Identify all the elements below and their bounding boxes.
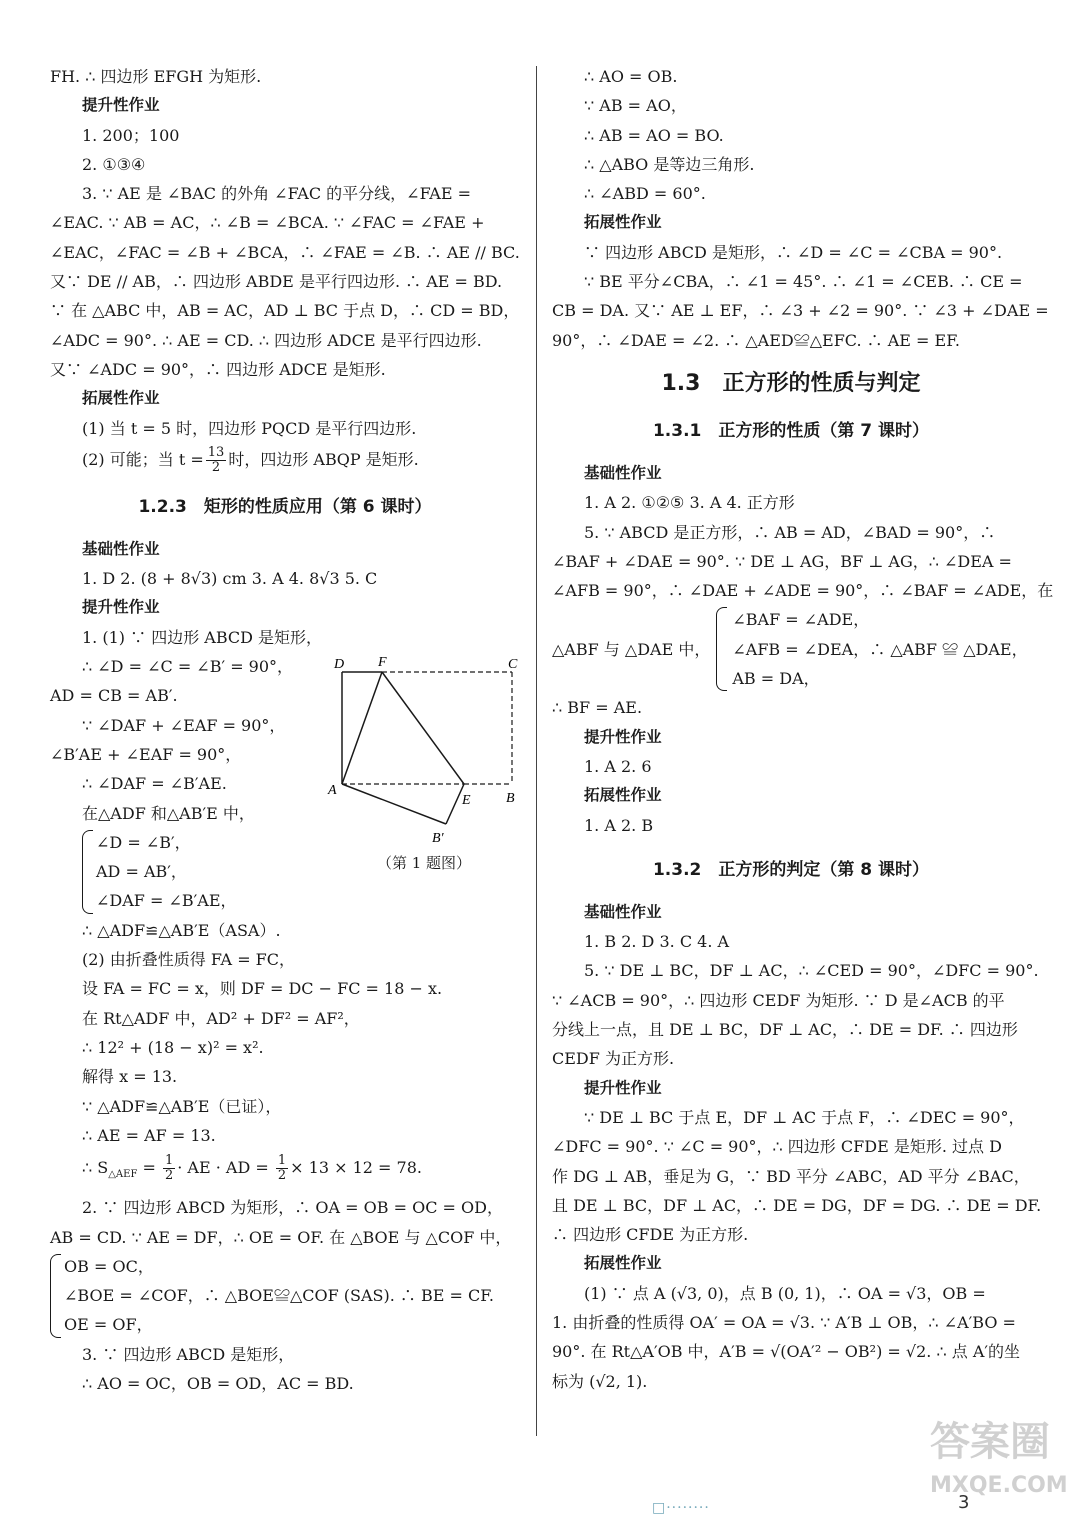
text-fragment: (2) 可能；当 t = <box>82 449 204 469</box>
text-line: 且 DE ⊥ BC，DF ⊥ AC，∴ DE = DG，DF = DG. ∴ DE = DF. <box>552 1195 1042 1215</box>
text-line: ∴ 四边形 CFDE 为正方形. <box>552 1225 749 1245</box>
fraction-numerator: 13 <box>207 444 225 460</box>
text-line: 5. ∵ ABCD 是正方形，∴ AB = AD，∠BAD = 90°，∴ <box>584 522 996 542</box>
text-line: 2. ①③④ <box>82 154 146 174</box>
subheading-jichu: 基础性作业 <box>584 902 662 921</box>
subheading-tisheng: 提升性作业 <box>82 598 160 617</box>
text-line: 又∵ ∠ADC = 90°，∴ 四边形 ADCE 是矩形. <box>50 359 386 379</box>
fraction <box>206 446 227 475</box>
brace-line: OB = OC， <box>64 1256 154 1276</box>
text-line: 又∵ DE // AB，∴ 四边形 ABDE 是平行四边形. ∴ AE = BD. <box>50 272 503 292</box>
congruence-block <box>552 605 1030 693</box>
text-line: 1. (1) ∵ 四边形 ABCD 是矩形， <box>82 627 323 647</box>
fraction <box>163 1154 175 1183</box>
text-line: ∴ ∠DAF = ∠B′AE. <box>82 774 227 794</box>
fraction-denominator: 2 <box>211 459 221 475</box>
text-line: AD = CB = AB′. <box>50 686 178 706</box>
text-line: ∴ BF = AE. <box>552 698 643 718</box>
text-line: (2) 由折叠性质得 FA = FC， <box>82 950 296 970</box>
text-line: ∠AFB = 90°，∴ ∠DAE + ∠ADE = 90°，∴ ∠BAF = ∠ADE，在 <box>552 581 1054 601</box>
fraction-numerator: 1 <box>164 1153 174 1169</box>
brace-system <box>716 605 1027 693</box>
text-line: 90°，∴ ∠DAE = ∠2. ∴ △AED≌△EFC. ∴ AE = EF. <box>552 330 960 350</box>
figure-caption: （第 1 题图） <box>376 854 472 872</box>
text-line: 2. ∵ 四边形 ABCD 为矩形，∴ OA = OB = OC = OD， <box>82 1198 503 1218</box>
subscript: △AEF <box>108 1169 138 1181</box>
left-brace <box>716 607 727 691</box>
label-A: A <box>328 783 337 798</box>
rectangle-fold-diagram <box>324 654 524 854</box>
segment-AF <box>342 672 382 784</box>
text-line: ∠ADC = 90°. ∴ AE = CD. ∴ 四边形 ADCE 是平行四边形. <box>50 330 482 350</box>
text-fragment: ∴ S <box>82 1158 109 1178</box>
subheading-tisheng: 提升性作业 <box>584 727 662 746</box>
text-line: ∵ AB = AO， <box>584 96 687 116</box>
watermark-text: 答案圈 MXQE.COM <box>930 1419 1068 1498</box>
text-line: 标为 (√2, 1). <box>552 1371 648 1391</box>
text-line: ∴ 12² + (18 − x)² = x². <box>82 1037 264 1057</box>
text-line: 3. ∵ AE 是 ∠BAC 的外角 ∠FAC 的平分线，∠FAE = <box>82 184 472 204</box>
label-B-prime: B′ <box>432 831 444 846</box>
text-line: ∠B′AE + ∠EAF = 90°， <box>50 744 242 764</box>
section-title-1-3-1: 1.3.1 正方形的性质（第 7 课时） <box>652 420 930 441</box>
left-brace <box>50 1254 61 1338</box>
column-divider <box>536 66 537 1436</box>
text-line: 1. A 2. ①②⑤ 3. A 4. 正方形 <box>584 493 795 513</box>
text-line: ∵ △ADF≌△AB′E（已证）， <box>82 1096 282 1116</box>
text-fragment: = <box>137 1158 161 1178</box>
text-line: ∴ AE = AF = 13. <box>82 1125 216 1145</box>
text-line: 分线上一点，且 DE ⊥ BC，DF ⊥ AC，∴ DE = DF. ∴ 四边形 <box>552 1020 1018 1040</box>
text-line: ∵ 在 △ABC 中，AB = AC，AD ⊥ BC 于点 D，∴ CD = BD， <box>50 301 520 321</box>
text-line-area <box>50 1150 520 1193</box>
text-line: ∵ ∠ACB = 90°，∴ 四边形 CEDF 为矩形. ∵ D 是∠ACB 的平 <box>552 990 1005 1010</box>
text-line: ∠EAC. ∵ AB = AC，∴ ∠B = ∠BCA. ∵ ∠FAC = ∠FAE + <box>50 213 485 233</box>
text-line: 90°. 在 Rt△A′OB 中，A′B = √(OA′² − OB²) = √2. ∴ 点 A′的坐 <box>552 1342 1021 1362</box>
right-column <box>552 62 1054 1396</box>
text-line: ∴ AO = OC，OB = OD，AC = BD. <box>82 1374 354 1394</box>
label-F: F <box>378 655 387 670</box>
watermark-logo <box>930 1420 1068 1508</box>
chapter-title-1-3: 1.3 正方形的性质与判定 <box>661 370 921 396</box>
text-line-fraction <box>50 443 520 477</box>
text-line: 3. ∵ 四边形 ABCD 是矩形， <box>82 1344 295 1364</box>
segment-FE <box>382 672 464 784</box>
subheading-tuozhan: 拓展性作业 <box>82 389 160 408</box>
text-line: ∠BAF + ∠DAE = 90°. ∵ DE ⊥ AG，BF ⊥ AG，∴ ∠DEA = <box>552 551 1012 571</box>
text-fragment: × 13 × 12 = 78. <box>290 1158 422 1178</box>
text-line: 1. 200；100 <box>82 125 180 145</box>
text-line: ∴ AB = AO = BO. <box>584 125 724 145</box>
page-number: 3 <box>958 1492 970 1513</box>
label-E: E <box>462 793 471 808</box>
subheading-tuozhan: 拓展性作业 <box>584 786 662 805</box>
section-title-1-3-2: 1.3.2 正方形的判定（第 8 课时） <box>652 859 930 880</box>
fraction-denominator: 2 <box>164 1168 174 1184</box>
text-line: (1) 当 t = 5 时，四边形 PQCD 是平行四边形. <box>82 418 417 438</box>
text-fragment: 时，四边形 ABQP 是矩形. <box>228 449 419 469</box>
brace-line: ∠D = ∠B′， <box>96 832 191 852</box>
text-line: ∵ 四边形 ABCD 是矩形，∴ ∠D = ∠C = ∠CBA = 90°. <box>584 242 1003 262</box>
text-line: ∴ ∠D = ∠C = ∠B′ = 90°， <box>82 657 294 677</box>
text-line: ∴ △ABO 是等边三角形. <box>584 154 755 174</box>
text-line: ∴ ∠ABD = 60°. <box>584 184 706 204</box>
text-line: 作 DG ⊥ AB，垂足为 G，∵ BD 平分 ∠ABC，AD 平分 ∠BAC， <box>552 1166 1030 1186</box>
text-line: 解得 x = 13. <box>82 1067 178 1087</box>
text-line: 1. A 2. B <box>584 815 654 835</box>
subheading-tuozhan: 拓展性作业 <box>584 1254 662 1273</box>
label-C: C <box>508 657 518 672</box>
text-line: ∴ AO = OB. <box>584 67 678 86</box>
geometry-figure <box>324 654 524 874</box>
brace-system <box>50 1252 520 1340</box>
label-B: B <box>506 791 515 806</box>
subheading-tuozhan: 拓展性作业 <box>584 213 662 232</box>
text-line: 在△ADF 和△AB′E 中， <box>82 803 255 823</box>
text-line: ∵ DE ⊥ BC 于点 E，DF ⊥ AC 于点 F，∴ ∠DEC = 90°， <box>584 1107 1025 1127</box>
subheading-tisheng: 提升性作业 <box>584 1078 662 1097</box>
label-D: D <box>334 657 345 672</box>
brace-line: OE = OF， <box>64 1315 153 1335</box>
fraction <box>276 1154 288 1183</box>
text-fragment: · AE · AD = <box>177 1158 274 1178</box>
text-line: CEDF 为正方形. <box>552 1049 675 1069</box>
subheading-jichu: 基础性作业 <box>82 539 160 558</box>
text-line: AB = CD. ∵ AE = DF，∴ OE = OF. 在 △BOE 与 △COF 中， <box>50 1227 512 1247</box>
text-line: ∵ ∠DAF + ∠EAF = 90°， <box>82 715 286 735</box>
text-line: 1. D 2. (8 + 8√3) cm 3. A 4. 8√3 5. C <box>82 569 378 589</box>
footer-dots: □········ <box>652 1500 710 1516</box>
text-line: △ABF 与 △DAE 中， <box>552 639 711 659</box>
brace-line: ∠DAF = ∠B′AE， <box>96 891 237 911</box>
text-line: ∠EAC，∠FAC = ∠B + ∠BCA，∴ ∠FAE = ∠B. ∴ AE // BC. <box>50 242 520 262</box>
brace-line: ∠BAF = ∠ADE， <box>732 610 870 630</box>
text-line: 5. ∵ DE ⊥ BC，DF ⊥ AC，∴ ∠CED = 90°，∠DFC = 90°. <box>584 961 1039 981</box>
brace-line: AD = AB′， <box>96 862 187 882</box>
fraction-numerator: 1 <box>277 1153 287 1169</box>
brace-line: AB = DA， <box>732 669 820 689</box>
text-line: (1) ∵ 点 A (√3, 0)，点 B (0, 1)，∴ OA = √3，OB = <box>584 1283 986 1303</box>
text-line: 1. B 2. D 3. C 4. A <box>584 932 730 952</box>
left-brace <box>82 830 93 914</box>
subheading-jichu: 基础性作业 <box>584 463 662 482</box>
text-line: 在 Rt△ADF 中，AD² + DF² = AF²， <box>82 1008 360 1028</box>
text-line: 设 FA = FC = x，则 DF = DC − FC = 18 − x. <box>82 979 443 999</box>
segment-AB-prime <box>342 784 446 824</box>
text-line: 1. 由折叠的性质得 OA′ = OA = √3. ∵ A′B ⊥ OB，∴ ∠A′BO = <box>552 1312 1016 1332</box>
text-line: ∴ △ADF≌△AB′E（ASA）. <box>82 920 281 940</box>
brace-line: ∠AFB = ∠DEA，∴ △ABF ≌ △DAE， <box>732 639 1028 659</box>
brace-line: ∠BOE = ∠COF，∴ △BOE≌△COF (SAS). ∴ BE = CF. <box>64 1286 494 1306</box>
fraction-denominator: 2 <box>277 1168 287 1184</box>
subheading-tisheng: 提升性作业 <box>82 96 160 115</box>
text-line: ∠DFC = 90°. ∵ ∠C = 90°，∴ 四边形 CFDE 是矩形. 过点 D <box>552 1137 1002 1157</box>
text-line: 1. A 2. 6 <box>584 756 652 776</box>
text-line: FH. ∴ 四边形 EFGH 为矩形. <box>50 67 262 86</box>
text-line: CB = DA. 又∵ AE ⊥ EF，∴ ∠3 + ∠2 = 90°. ∵ ∠3 + ∠DAE = <box>552 301 1049 321</box>
section-title-1-2-3: 1.2.3 矩形的性质应用（第 6 课时） <box>138 496 432 517</box>
text-line: ∵ BE 平分∠CBA，∴ ∠1 = 45°. ∴ ∠1 = ∠CEB. ∴ CE = <box>584 272 1023 292</box>
